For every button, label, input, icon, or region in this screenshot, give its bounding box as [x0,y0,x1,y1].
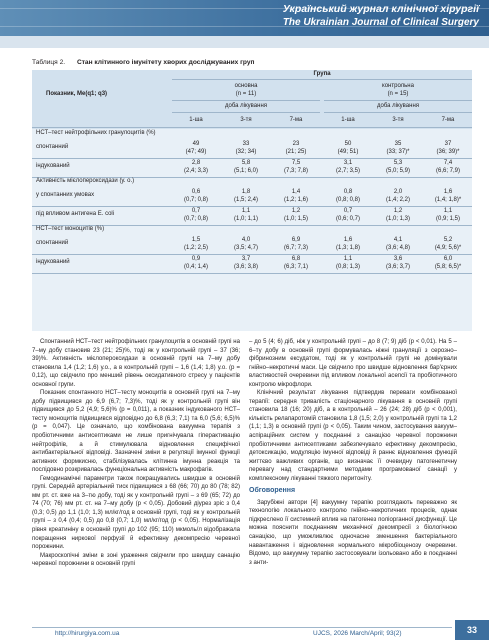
cell-median: 2,8 [191,160,201,166]
cell-quartiles: (0,7; 0,8) [183,216,208,222]
table-cell [424,188,472,204]
cell-quartiles: (6,3; 7,1) [283,264,308,270]
table-caption [32,59,255,66]
cell-quartiles: (5,8; 6,5)* [434,264,462,270]
table-cell [374,188,422,204]
cell-quartiles: (4,9; 5,6)* [434,245,462,251]
cell-quartiles: (32; 34) [235,149,257,155]
cell-quartiles: (1,0; 1,1) [233,216,258,222]
group-main-days-label: доба лікування [225,103,267,109]
cell-quartiles: (0,7; 0,8) [183,197,208,203]
cell-quartiles: (5,0; 5,9) [385,168,410,174]
cell-median: 0,7 [343,208,353,214]
cell-median: 6,9 [291,237,301,243]
body-paragraph: Клінічний результат лікування підтвердив переваги комбінованої терапії: середня тривалість стаціонарного лікування в основній групі становила 18 (16; 20) діб, а в контрольній – 26 (24; 28) діб (p < 0,001), кількість релапаротомій становила 1,8 (1,5; 2,0) у контрольній групі та 1,2 (1,1; 1,3) в основній групі (p < 0,05). Таким чином, застосування вакуум–аспіраційних систем у поєднанні з санацією черевної порожнини пробіотичними антисептиками забезпечувало ефективну декомпресію, детоксикацію, модуляцію імунної відповіді й раннє відновлення функцій життєво важливих органів, що визначає її очевидну патогенетичну перевагу над стандартними методами програмованої санації у комплексному лікуванні тяжкого перитоніту. [249,390,457,482]
cell-median: 1,8 [241,189,251,195]
day-header: 3-тя [392,117,404,123]
cell-quartiles: (2,7; 3,5) [335,168,360,174]
cell-quartiles: (3,5; 4,7) [233,245,258,251]
stub-header: Показник, Me(q1; q3) [46,91,108,97]
table-row-label: у спонтанних умовах [36,192,95,198]
table-row-label: спонтанний [36,240,69,246]
day-header: 1-ша [189,117,203,123]
cell-median: 1,6 [443,189,453,195]
table-cell [324,255,372,271]
discussion-heading: Обговорення [249,487,296,495]
footer-rule [32,627,452,628]
cell-median: 35 [394,141,402,147]
body-paragraph: Спонтанний НСТ–тест нейтрофільних гранулоцитів в основній групі на 7–му добу становив 23 (21; 25)%, тоді як у контрольній групі – 37 (36; 39)%. Активність мієлопероксидази в основній групі на 7–му добу становила 1,4 (1,2; 1,6) у.о., а в контрольній групі – 1,6 (1,4; 1,8) у.о. (p = 0,12), що свідчило про менший рівень оксидативного стресу у пацієнтів основної групи. [32,339,240,388]
table-cell [272,236,320,252]
cell-quartiles: (36; 39)* [436,149,460,155]
cell-median: 1,2 [291,208,301,214]
group-control-n: (n = 15) [387,91,409,97]
divider [172,100,320,101]
left-text-column [32,338,240,569]
table-cell [324,188,372,204]
divider [324,112,472,113]
cell-median: 7,4 [443,160,453,166]
table-cell [172,159,220,175]
body-paragraph: Гемодинамічні параметри також покращувались швидше в основній групі. Середній артеріальний тиск підвищився з 68 (66; 70) до 80 (78; 82) мм рт. ст. вже на 3–тю добу, тоді як у контрольній групі – з 69 (65; 72) до 74 (70; 76) мм рт. ст. на 7–му добу (p < 0,05). Добовий діурез зріс з 0,4 (0,3; 0,5) до 1,1 (1,0; 1,3) мл/кг/год в основній групі, тоді як у контрольній групі – з 0,4 (0,4; 0,5) до 0,8 (0,7; 1,0) мл/кг/год (p < 0,05). Нормалізація рівня креатиніну в основній групі до 102 (95; 110) мкмоль/л відображала покращення ниркової перфузії й ефективну декомпресію черевної порожнини. [32,475,240,551]
cell-quartiles: (3,6; 3,8) [233,264,258,270]
cell-quartiles: (6,7; 7,3) [283,245,308,251]
table-cell [324,159,372,175]
cell-median: 5,2 [443,237,453,243]
cell-median: 49 [192,141,200,147]
cell-median: 1,6 [343,237,353,243]
table-cell [324,207,372,223]
cell-quartiles: (1,2; 1,6) [283,197,308,203]
table-row-label: спонтанний [36,144,69,150]
table-row-label: індукований [36,163,70,169]
table-cell [374,207,422,223]
body-paragraph: – до 5 (4; 6) діб, ніж у контрольній групі – до 8 (7; 9) діб (p < 0,01). На 5 – 6–ту добу в основній групі формувалась ніжні грануляції з серозно–фібринозним ексудатом, тоді як у контрольній групі не домінували гнійно–некротичні маси. Це свідчило про швидше відновлення бар'єрних властивостей очеревини під впливом локальної асепсії та пробіотичного контролю мікрофлори. [249,339,457,388]
cell-median: 2,0 [393,189,403,195]
table-cell [424,207,472,223]
group-control-name: контрольна [382,83,414,89]
cell-median: 1,4 [291,189,301,195]
right-text-column [249,338,457,567]
divider [172,112,320,113]
cell-quartiles: (47; 49) [185,149,207,155]
table-section-label: Активність мієлопероксидази (у. о.) [36,178,135,184]
table-number: Таблиця 2. [32,59,66,66]
cell-quartiles: (2,4; 3,3) [183,168,208,174]
cell-quartiles: (0,8; 1,3) [335,264,360,270]
cell-median: 1,5 [191,237,201,243]
cell-median: 0,6 [191,189,201,195]
page-number: 33 [455,620,489,640]
table-section-label: НСТ–тест нейтрофільних гранулоцитів (%) [36,130,156,136]
table-cell [222,207,270,223]
table-cell [424,255,472,271]
journal-title-ua: Український журнал клінічної хірургії [282,3,479,15]
table-cell [324,236,372,252]
cell-median: 7,5 [291,160,301,166]
cell-quartiles: (6,6; 7,9) [435,168,460,174]
cell-median: 1,1 [241,208,251,214]
cell-median: 4,0 [241,237,251,243]
journal-header-band [0,0,489,36]
table-cell [424,140,472,156]
cell-median: 50 [344,141,352,147]
table-cell [374,236,422,252]
table-cell [424,159,472,175]
cell-median: 1,2 [393,208,403,214]
table-cell [172,255,220,271]
body-paragraph: Макроскопічні зміни в зоні ураження свідчили про швидшу санацію черевної порожнини в основній групі [32,552,240,568]
group-control-days-label: доба лікування [377,103,419,109]
divider [324,100,472,101]
cell-quartiles: (0,9; 1,5) [435,216,460,222]
cell-median: 0,9 [191,256,201,262]
citation-text: UJCS, 2026 March/April; 93(2) [313,630,402,637]
table-cell [222,188,270,204]
table-section-label: НСТ–тест моноцитів (%) [36,226,105,232]
cell-median: 3,1 [343,160,353,166]
cell-quartiles: (3,6; 4,8) [385,245,410,251]
body-paragraph: Показник спонтанного НСТ–тесту моноцитів в основній групі на 7–му добу підвищився до 6,9 (6,7; 7,3)%, тоді як у контрольній групі він підвищився до 5,2 (4,9; 5,6)% (p = 0,011), а показник індукованого НСТ–тесту моноцитів підвищився відповідно до 6,8 (6,3; 7,1) та 6,0 (5,6; 6,5)% (p = 0,047). Це означало, що комбінована вакуумна терапія з пробіотичними антисептиками не лише пригнічувала гіперактивацію нейтрофілів, а й стимулювала відновлення специфічної антибактеріальної відповіді. Зазначені зміни в регуляції імунної функції активних формкисню, стабілізувалась клітинна імунна реакція та послідовно розкривалась функціональна активність макрофагів. [32,390,240,474]
group-main-n: (n = 11) [235,91,257,97]
cell-quartiles: (33; 37)* [386,149,410,155]
table-cell [424,236,472,252]
day-header: 3-тя [240,117,252,123]
discussion-paragraph: Зарубіжні автори [4] вакуумну терапію розглядають переважно як технологію локального контролю гнійно–некротичних процесів, однак підкреслено її системний вплив на патогенез поліорганної дисфункції. Це можна пояснити поєднанням механічної декомпресії з біологічною санацією, що уможливлює одночасне зменшення бактеріального навантаження і відновлення нормального мікробіоценозу очеревини. Відомо, що вакуумну терапію застосовували ізольовано або в поєднанні з анти- [249,499,457,566]
cell-median: 5,3 [393,160,403,166]
cell-quartiles: (0,8; 0,8) [335,197,360,203]
day-header: 1-ша [341,117,355,123]
cell-quartiles: (1,4; 1,8)* [434,197,462,203]
cell-median: 6,8 [291,256,301,262]
table-cell [172,188,220,204]
table-cell [272,140,320,156]
table-cell [272,255,320,271]
cell-quartiles: (5,1; 6,0) [233,168,258,174]
table-row-label: під впливом антигена E. coli [36,211,115,217]
divider [32,273,472,274]
cell-median: 37 [444,141,452,147]
divider [32,127,472,128]
journal-title-en: The Ukrainian Journal of Clinical Surgery [282,17,479,28]
table-cell [222,255,270,271]
table-cell [222,159,270,175]
table-title: Стан клітинного імунітету хворих досліджуваних груп [76,59,255,66]
cell-quartiles: (3,6; 3,7) [385,264,410,270]
cell-median: 3,6 [393,256,403,262]
cell-median: 33 [242,141,250,147]
journal-url-link[interactable]: http://hirurgiya.com.ua [55,630,120,637]
cell-median: 5,8 [241,160,251,166]
cell-median: 4,1 [393,237,403,243]
cell-quartiles: (49; 51) [337,149,359,155]
table-cell [172,236,220,252]
table-cell [172,140,220,156]
cell-median: 23 [292,141,300,147]
table-cell [172,207,220,223]
cell-quartiles: (1,2; 2,5) [183,245,208,251]
divider [172,79,472,80]
cell-quartiles: (0,6; 0,7) [335,216,360,222]
cell-quartiles: (7,3; 7,8) [283,168,308,174]
table-cell [222,140,270,156]
group-header: Група [313,71,331,77]
group-main-name: основна [234,83,258,89]
cell-median: 0,7 [191,208,201,214]
table-cell [324,140,372,156]
cell-quartiles: (1,4; 2,2) [385,197,410,203]
table-cell [272,207,320,223]
cell-median: 1,1 [443,208,453,214]
table-row-label: індукований [36,259,70,265]
table-cell [272,188,320,204]
table-cell [272,159,320,175]
cell-median: 3,7 [241,256,251,262]
day-header: 7-ма [289,117,303,123]
cell-quartiles: (1,0; 1,5) [283,216,308,222]
day-header: 7-ма [441,117,455,123]
cell-median: 0,8 [343,189,353,195]
cell-median: 6,0 [443,256,453,262]
table-cell [222,236,270,252]
cell-quartiles: (1,3; 1,8) [335,245,360,251]
cell-quartiles: (21; 25) [285,149,307,155]
cell-quartiles: (1,0; 1,3) [385,216,410,222]
cell-quartiles: (0,4; 1,4) [183,264,208,270]
cell-quartiles: (1,5; 2,4) [233,197,258,203]
table-cell [374,140,422,156]
table-cell [374,159,422,175]
table-cell [374,255,422,271]
header-subband [0,36,489,48]
cell-median: 1,1 [343,256,353,262]
